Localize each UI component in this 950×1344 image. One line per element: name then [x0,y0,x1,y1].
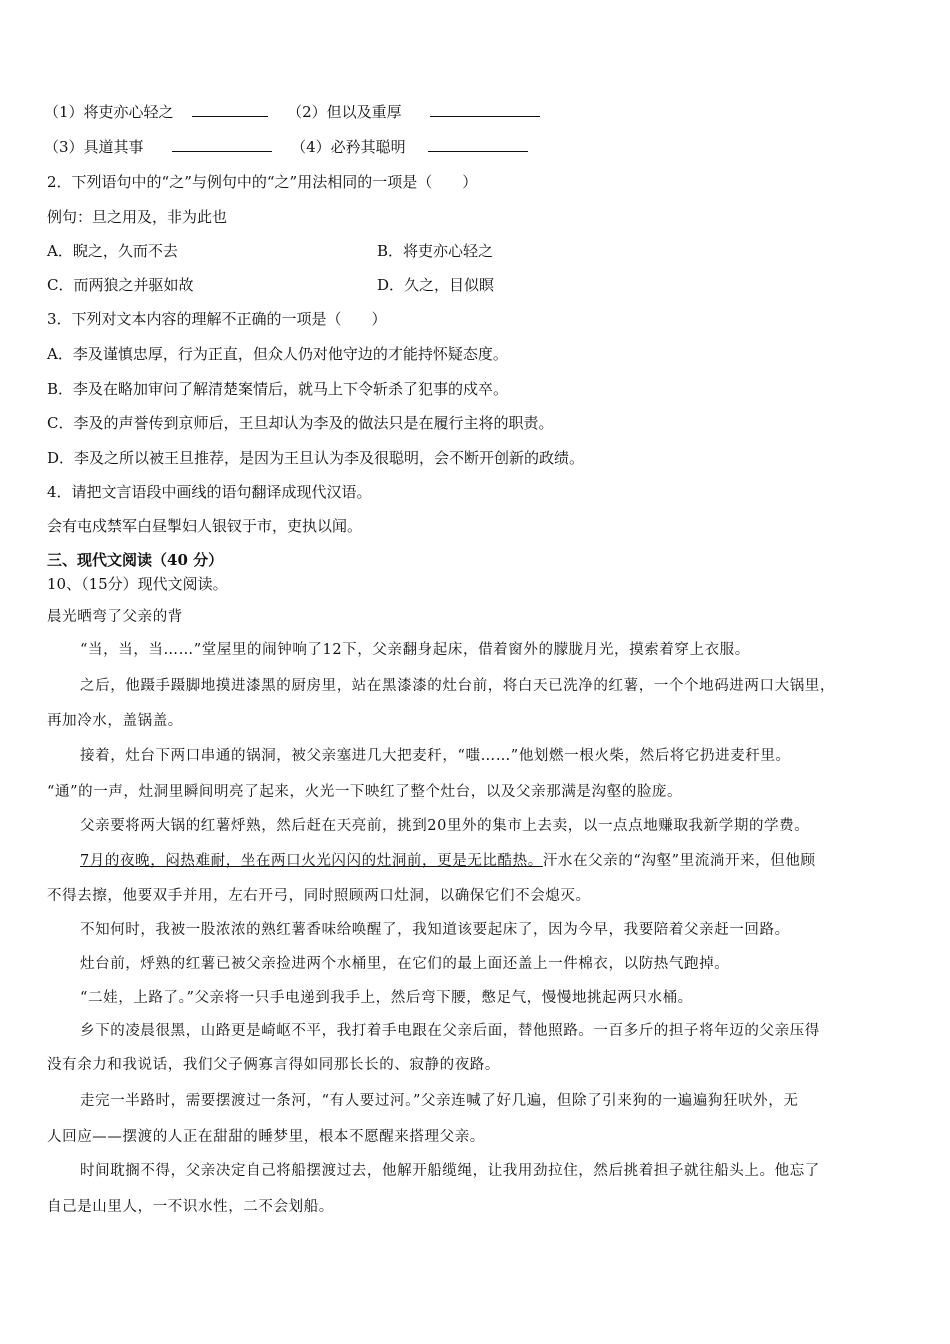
answer-blank-1[interactable] [192,101,268,117]
story-paragraph-8: “二娃，上路了。”父亲将一只手电递到我手上，然后弯下腰，憋足气，慢慢地挑起两只水桶。 [80,990,693,1006]
section-heading: 三、现代文阅读（40 分） [47,551,224,569]
story-paragraph-2-line-2: 再加冷水，盖锅盖。 [47,713,183,729]
story-paragraph-10-line-1: 走完一半路时，需要摆渡过一条河，“有人要过河。”父亲连喊了好几遍，但除了引来狗的一遍遍狗狂吠外，无 [80,1093,799,1109]
story-title: 晨光晒弯了父亲的背 [47,609,183,625]
story-paragraph-5-line-2: 不得去擦，他要双手并用，左右开弓，同时照顾两口灶洞，以确保它们不会熄灭。 [47,888,591,904]
story-paragraph-6: 不知何时，我被一股浓浓的熟红薯香味给唤醒了，我知道该要起床了，因为今早，我要陪着父亲赶一回路。 [80,922,790,938]
q3-option-a: A．李及谨慎忠厚，行为正直，但众人仍对他守边的才能持怀疑态度。 [47,345,508,363]
q1-item-3: （3）具道其事 [44,138,144,156]
q2-option-d: D．久之，目似瞑 [377,276,495,294]
q3-option-b: B．李及在略加审问了解清楚案情后，就马上下令斩杀了犯事的戍卒。 [47,380,509,398]
answer-blank-2[interactable] [430,101,540,117]
story-paragraph-3-line-2: “通”的一声，灶洞里瞬间明亮了起来，火光一下映红了整个灶台，以及父亲那满是沟壑的脸庞。 [47,784,683,800]
story-paragraph-11-line-2: 自己是山里人，一不识水性，二不会划船。 [47,1199,334,1215]
story-paragraph-11-line-1: 时间耽搁不得，父亲决定自己将船摆渡过去，他解开船缆绳，让我用劲拉住，然后挑着担子就往船头上。他忘了 [80,1163,820,1179]
q2-stem: 2．下列语句中的“之”与例句中的“之”用法相同的一项是（ ） [47,173,478,191]
q2-option-a: A．睨之，久而不去 [47,242,178,260]
q2-option-b: B．将吏亦心轻之 [377,242,494,260]
story-paragraph-7: 灶台前，烀熟的红薯已被父亲捡进两个水桶里，在它们的最上面还盖上一件棉衣，以防热气跑掉。 [80,956,730,972]
answer-blank-4[interactable] [428,136,528,152]
story-paragraph-2-line-1: 之后，他蹑手蹑脚地摸进漆黑的厨房里，站在黑漆漆的灶台前，将白天已洗净的红薯，一个个地码进两口大锅里， [80,678,835,694]
story-paragraph-9-line-1: 乡下的凌晨很黑，山路更是崎岖不平，我打着手电跟在父亲后面，替他照路。一百多斤的担子将年迈的父亲压得 [80,1023,820,1039]
q1-item-4: （4）必矜其聪明 [291,138,406,156]
q1-row-2 [44,136,528,157]
paragraph-5-rest: 汗水在父亲的“沟壑”里流淌开来，但他顾 [542,853,816,869]
q1-row-1 [44,101,540,122]
story-paragraph-5-line-1 [80,851,816,871]
q2-option-c: C．而两狼之并驱如故 [47,276,194,294]
q2-example: 例句：旦之用及，非为此也 [47,208,228,226]
q10-intro: 10、（15分）现代文阅读。 [47,575,228,593]
q4-stem: 4．请把文言语段中画线的语句翻译成现代汉语。 [47,483,372,501]
q1-item-2: （2）但以及重厚 [287,103,402,121]
q3-option-d: D．李及之所以被王旦推荐，是因为王旦认为李及很聪明，会不断开创新的政绩。 [47,449,585,467]
underlined-sentence: 7月的夜晚，闷热难耐，坐在两口火光闪闪的灶洞前，更是无比酷热。 [80,853,543,869]
q1-item-1: （1）将吏亦心轻之 [44,103,174,121]
story-paragraph-1: “当，当，当……”堂屋里的闹钟响了12下，父亲翻身起床，借着窗外的朦胧月光，摸索着穿上衣服。 [80,642,750,658]
story-paragraph-10-line-2: 人回应——摆渡的人正在甜甜的睡梦里，根本不愿醒来搭理父亲。 [47,1129,485,1145]
q4-sentence: 会有屯戍禁军白昼掣妇人银钗于市，吏执以闻。 [47,517,363,535]
q3-option-c: C．李及的声誉传到京师后，王旦却认为李及的做法只是在履行主将的职责。 [47,414,554,432]
story-paragraph-4: 父亲要将两大锅的红薯烀熟，然后赶在天亮前，挑到20里外的集市上去卖，以一点点地赚取我新学期的学费。 [80,818,810,834]
q3-stem: 3．下列对文本内容的理解不正确的一项是（ ） [47,310,387,328]
answer-blank-3[interactable] [172,136,272,152]
story-paragraph-9-line-2: 没有余力和我说话，我们父子俩寡言得如同那长长的、寂静的夜路。 [47,1057,500,1073]
story-paragraph-3-line-1: 接着，灶台下两口串通的锅洞，被父亲塞进几大把麦秆，“嗤……”他划燃一根火柴，然后将它扔进麦秆里。 [80,748,791,764]
